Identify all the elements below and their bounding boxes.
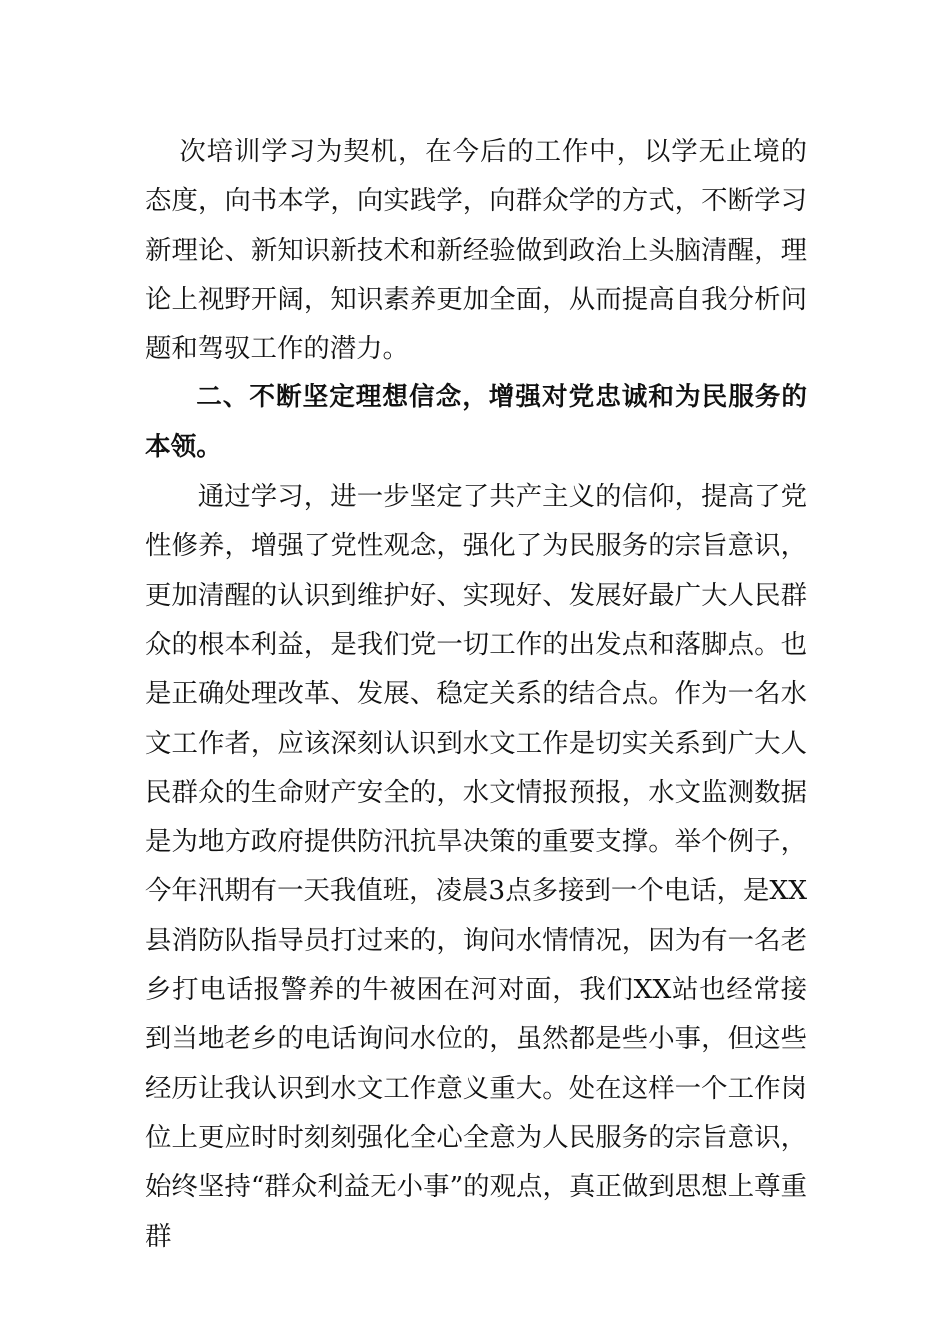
- paragraph-continuation: 次培训学习为契机，在今后的工作中，以学无止境的态度，向书本学，向实践学，向群众学的方式，不断学习新理论、新知识新技术和新经验做到政治上头脑清醒，理论上视野开阔，知识素养更加全面，从而提高自我分析问题和驾驭工作的潜力。: [145, 136, 807, 365]
- document-body: [145, 127, 807, 1261]
- section-heading: 二、不断坚定理想信念，增强对党忠诚和为民服务的本领。: [145, 382, 807, 462]
- paragraph-body: 通过学习，进一步坚定了共产主义的信仰，提高了党性修养，增强了党性观念，强化了为民服务的宗旨意识，更加清醒的认识到维护好、实现好、发展好最广大人民群众的根本利益，是我们党一切工作的出发点和落脚点。也是正确处理改革、发展、稳定关系的结合点。作为一名水文工作者，应该深刻认识到水文工作是切实关系到广大人民群众的生命财产安全的，水文情报预报，水文监测数据是为地方政府提供防汛抗旱决策的重要支撑。举个例子，今年汛期有一天我值班，凌晨3点多接到一个电话，是XX县消防队指导员打过来的，询问水情情况，因为有一名老乡打电话报警养的牛被困在河对面，我们XX站也经常接到当地老乡的电话询问水位的，虽然都是些小事，但这些经历让我认识到水文工作意义重大。处在这样一个工作岗位上更应时时刻刻强化全心全意为人民服务的宗旨意识，始终坚持“群众利益无小事”的观点，真正做到思想上尊重群: [145, 481, 807, 1252]
